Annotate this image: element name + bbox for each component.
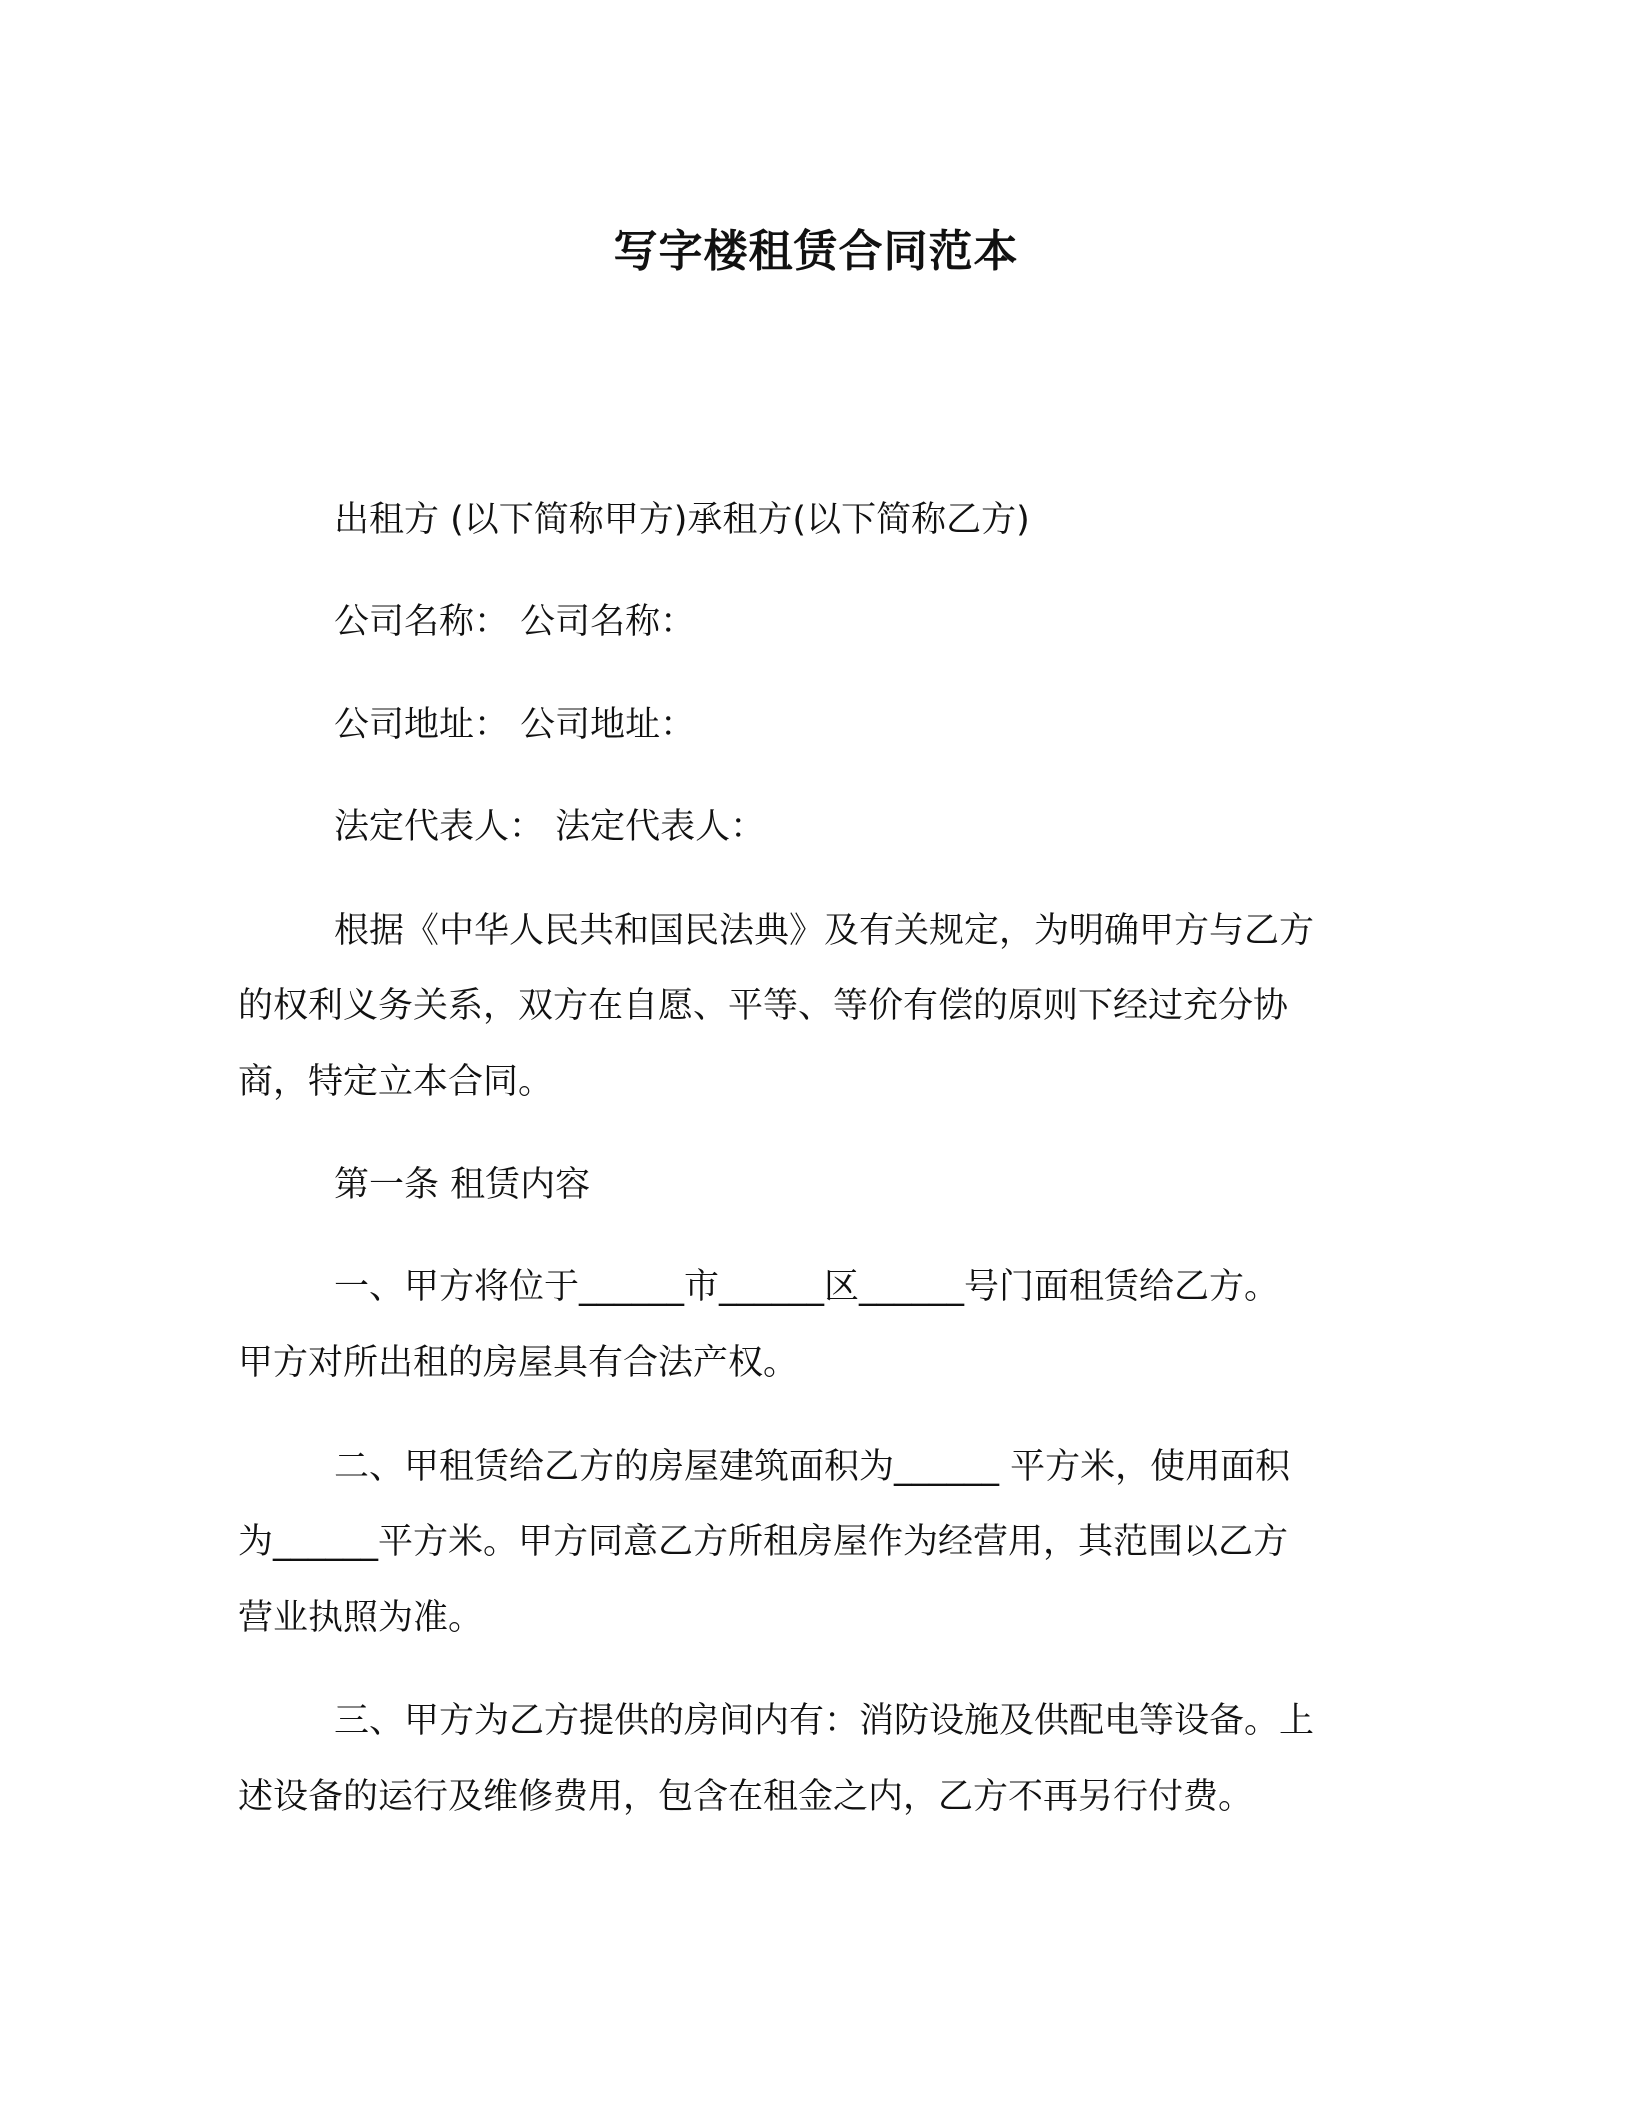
preamble-line-3: 商，特定立本合同。 — [238, 1062, 554, 1102]
clause-2-line-1: 二、甲租赁给乙方的房屋建筑面积为______ 平方米，使用面积 — [334, 1447, 1291, 1487]
clause-2-line-3: 营业执照为准。 — [238, 1598, 484, 1638]
preamble-line-1: 根据《中华人民共和国民法典》及有关规定，为明确甲方与乙方 — [334, 911, 1315, 951]
clause-3-line-1: 三、甲方为乙方提供的房间内有：消防设施及供配电等设备。上 — [334, 1701, 1315, 1741]
document-body — [238, 0, 1373, 2112]
clause-1-line-2: 甲方对所出租的房屋具有合法产权。 — [238, 1343, 799, 1383]
clause-3-line-2: 述设备的运行及维修费用，包含在租金之内，乙方不再另行付费。 — [238, 1777, 1254, 1817]
clause-2-line-2: 为______平方米。甲方同意乙方所租房屋作为经营用，其范围以乙方 — [238, 1522, 1289, 1562]
company-name-line: 公司名称： 公司名称： — [334, 602, 696, 642]
parties-intro: 出租方 (以下简称甲方)承租方(以下简称乙方) — [334, 500, 1030, 540]
legal-rep-line: 法定代表人： 法定代表人： — [334, 807, 766, 847]
preamble-line-2: 的权利义务关系，双方在自愿、平等、等价有偿的原则下经过充分协 — [238, 986, 1289, 1026]
company-address-line: 公司地址： 公司地址： — [334, 705, 696, 745]
article-1-heading: 第一条 租赁内容 — [334, 1165, 591, 1205]
clause-1-line-1: 一、甲方将位于______市______区______号门面租赁给乙方。 — [334, 1267, 1280, 1307]
document-title: 写字楼租赁合同范本 — [613, 226, 1019, 277]
